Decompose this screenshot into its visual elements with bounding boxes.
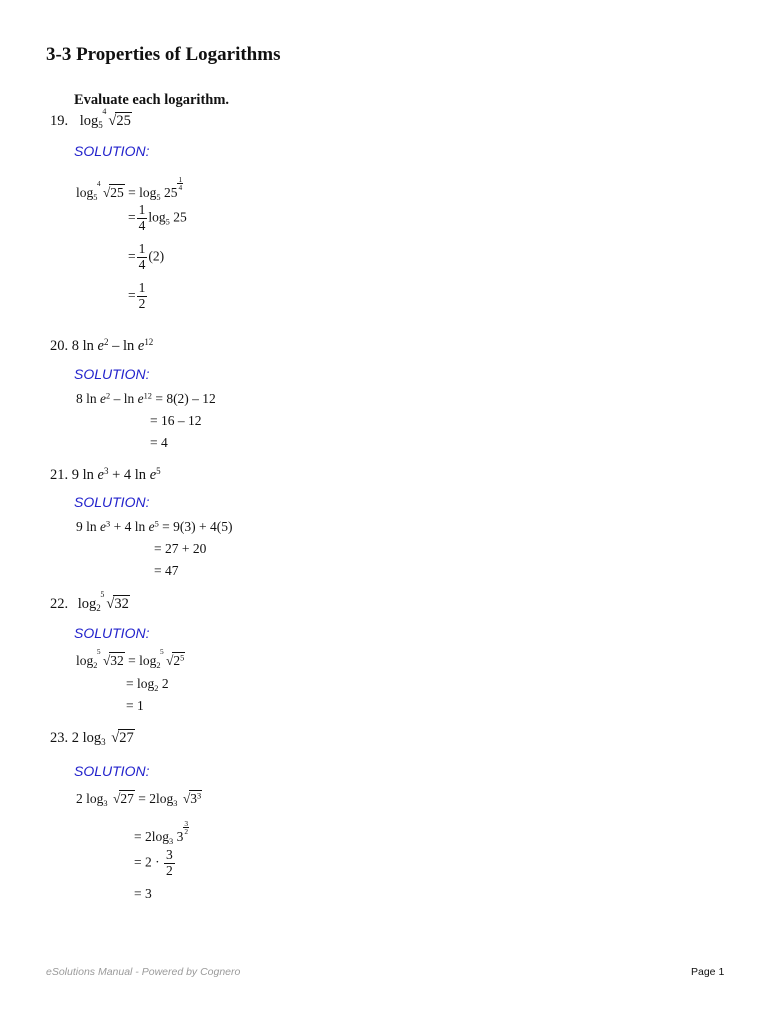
- numerator: 1: [138, 202, 146, 217]
- log-base: 5: [93, 193, 98, 203]
- expr-part: + 4 ln: [108, 467, 150, 483]
- problem-20-statement: [50, 338, 153, 355]
- radicand: 27: [119, 730, 134, 746]
- denominator: 4: [138, 217, 146, 233]
- exponent: 12: [144, 337, 154, 348]
- log-base: 2: [93, 660, 98, 670]
- radical-index: 4: [96, 179, 101, 189]
- problem-19-step-2: [128, 203, 187, 234]
- equals-log: = log: [126, 676, 155, 691]
- radicand: 32: [110, 653, 124, 668]
- problem-number: 20.: [50, 338, 69, 354]
- solution-label: SOLUTION:: [74, 763, 150, 779]
- exponent: 3: [103, 466, 109, 477]
- e-symbol: e: [137, 338, 145, 354]
- problem-23-step-3: [134, 848, 176, 879]
- problem-19-step-4: [128, 281, 148, 312]
- problem-21-statement: [50, 467, 161, 484]
- radicand: 32: [114, 596, 129, 612]
- radicand: 27: [120, 791, 134, 806]
- radical-index: 5: [100, 590, 105, 599]
- e-symbol: e: [100, 519, 107, 534]
- value: 2: [158, 676, 169, 691]
- log-base: 2: [96, 603, 101, 614]
- log-text: log: [79, 113, 99, 129]
- equals: =: [128, 248, 136, 264]
- problem-20-step-2: = 16 – 12: [150, 413, 202, 428]
- solution-label: SOLUTION:: [74, 494, 150, 510]
- problem-22-step-3: = 1: [126, 698, 144, 713]
- equals-log: = 2log: [134, 829, 169, 845]
- fraction: [164, 848, 175, 879]
- log-base: 2: [156, 660, 161, 670]
- denominator: 2: [138, 295, 146, 311]
- problem-20-step-1: [76, 391, 216, 407]
- equals-log: = log: [128, 185, 157, 201]
- radical: [181, 790, 202, 807]
- denominator: 4: [178, 183, 183, 193]
- expr-part: – ln: [108, 338, 138, 354]
- problem-23-statement: [50, 729, 135, 747]
- radicand: 25: [116, 113, 131, 129]
- log-base: 3: [103, 798, 108, 808]
- log-text: 2 log: [76, 791, 104, 806]
- radical-sign-icon: √: [112, 791, 121, 806]
- value: 25: [163, 185, 178, 201]
- problem-22-step-2: [126, 676, 169, 692]
- problem-23-step-4: = 3: [134, 886, 152, 901]
- log-text: log: [76, 653, 94, 668]
- log-base: 3: [169, 837, 174, 847]
- fraction: [137, 281, 148, 312]
- denominator: 2: [184, 827, 189, 837]
- equals: = 2 ·: [134, 854, 163, 870]
- radical: [96, 179, 125, 201]
- solution-label: SOLUTION:: [74, 366, 150, 382]
- exponent: 12: [143, 391, 152, 401]
- problem-21-step-2: = 27 + 20: [154, 541, 207, 556]
- equals-log: = log: [124, 653, 157, 668]
- exponent: 2: [103, 337, 109, 348]
- radical: [102, 107, 131, 130]
- expr-part: + 4 ln: [110, 519, 149, 534]
- radicand-base: 3: [190, 791, 197, 806]
- page-title: 3-3 Properties of Logarithms: [46, 44, 281, 65]
- radical-sign-icon: √: [111, 730, 120, 746]
- problem-22-statement: [50, 590, 130, 614]
- solution-label: SOLUTION:: [74, 625, 150, 641]
- numerator: 1: [138, 280, 146, 295]
- instruction-text: Evaluate each logarithm.: [74, 92, 230, 108]
- e-symbol: e: [149, 467, 157, 483]
- problem-21-step-1: [76, 519, 232, 535]
- problem-23-step-2: [134, 820, 189, 845]
- radicand: 25: [110, 185, 124, 201]
- fraction: [137, 203, 148, 234]
- denominator: 2: [165, 862, 173, 878]
- problem-20-step-3: = 4: [150, 435, 168, 450]
- log-base: 5: [98, 120, 103, 131]
- radicand-base: 2: [173, 653, 181, 668]
- page-number: Page 1: [691, 966, 725, 978]
- radical-sign-icon: √: [106, 596, 115, 612]
- e-symbol: e: [97, 338, 104, 354]
- equals: =: [128, 209, 136, 225]
- value: 3: [173, 829, 184, 845]
- radical-sign-icon: √: [165, 653, 174, 668]
- problem-22-step-1: [76, 647, 185, 670]
- exponent: 3: [196, 791, 202, 801]
- footer-credit: eSolutions Manual - Powered by Cognero: [46, 966, 241, 978]
- radical-index: 5: [159, 647, 164, 656]
- log-text: log: [77, 596, 97, 612]
- e-symbol: e: [137, 391, 144, 406]
- equals: =: [128, 287, 136, 303]
- fraction-exponent: [177, 176, 183, 192]
- log-base: 3: [173, 798, 178, 808]
- problem-23-step-1: [76, 790, 202, 807]
- log-text: log: [148, 209, 166, 225]
- exponent: 5: [156, 466, 161, 477]
- e-symbol: e: [97, 467, 104, 483]
- fraction: [137, 242, 148, 273]
- radical-sign-icon: √: [102, 653, 111, 668]
- radical: [100, 590, 129, 613]
- rhs: = 9(3) + 4(5): [158, 519, 233, 534]
- radical: [111, 790, 135, 807]
- numerator: 3: [165, 847, 173, 862]
- rhs: = 8(2) – 12: [151, 391, 216, 406]
- radical: [159, 647, 185, 669]
- log-text: log: [76, 185, 94, 201]
- log-text: 2 log: [71, 730, 102, 746]
- fraction-exponent: [183, 820, 189, 836]
- problem-number: 21.: [50, 467, 69, 483]
- problem-19-step-3: [128, 242, 164, 273]
- exponent: 5: [154, 519, 159, 529]
- radical-index: 5: [96, 647, 101, 656]
- exponent: 3: [106, 519, 111, 529]
- exponent: 2: [106, 391, 111, 401]
- problem-21-step-3: = 47: [154, 563, 179, 578]
- problem-19-step-1: [76, 176, 183, 201]
- expr-part: 9 ln: [76, 519, 101, 534]
- numerator: 1: [138, 241, 146, 256]
- expr-part: – ln: [110, 391, 138, 406]
- log-base: 5: [165, 217, 170, 227]
- log-base: 5: [156, 193, 161, 203]
- radical: [96, 647, 125, 669]
- radicand: [172, 652, 185, 669]
- expr-part: 9 ln: [71, 467, 98, 483]
- e-symbol: e: [100, 391, 107, 406]
- log-base: 2: [154, 683, 159, 693]
- problem-number: 22.: [50, 596, 69, 612]
- problem-19-statement: [50, 107, 132, 131]
- equals-log: = 2log: [134, 791, 174, 806]
- problem-number: 19.: [50, 113, 69, 129]
- radical: [109, 729, 134, 747]
- expr-part: 8 ln: [71, 338, 98, 354]
- radicand: [189, 790, 202, 807]
- radical-sign-icon: √: [108, 113, 117, 129]
- denominator: 4: [138, 256, 146, 272]
- problem-number: 23.: [50, 730, 69, 746]
- e-symbol: e: [148, 519, 155, 534]
- value: 25: [173, 209, 187, 225]
- radical-sign-icon: √: [102, 185, 111, 201]
- log-base: 3: [101, 737, 106, 748]
- expr-part: 8 ln: [76, 391, 101, 406]
- value: (2): [148, 248, 165, 264]
- exponent: 5: [180, 653, 185, 663]
- numerator: 1: [178, 175, 183, 184]
- radical-index: 4: [102, 107, 107, 116]
- numerator: 3: [184, 819, 189, 828]
- solution-label: SOLUTION:: [74, 143, 150, 159]
- radical-sign-icon: √: [182, 791, 191, 806]
